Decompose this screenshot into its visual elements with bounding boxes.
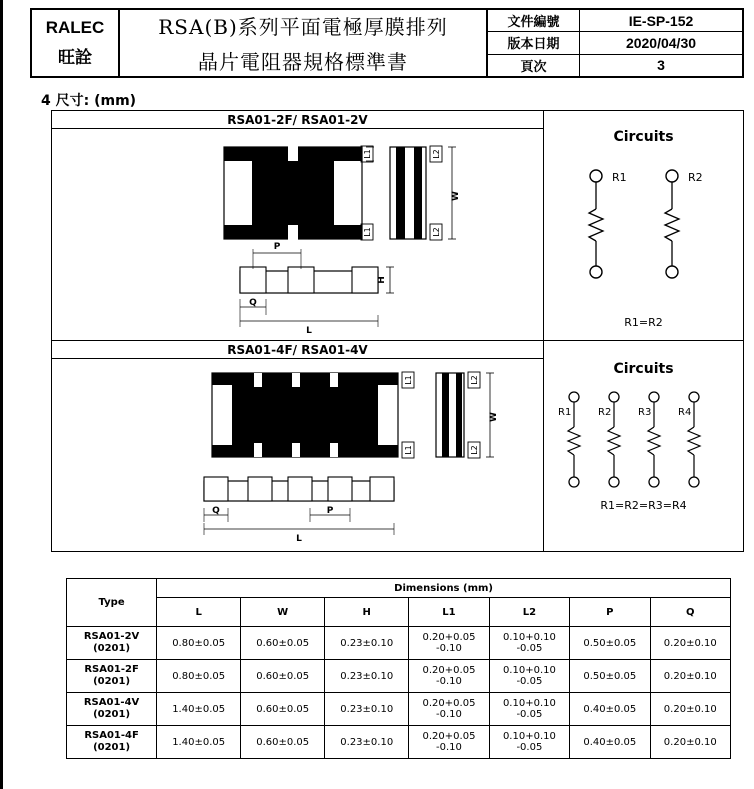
type-line-1: RSA01-2F [84,663,139,675]
meta-row-revision-date [488,32,742,54]
header-col-H: H [325,598,409,627]
section-title: 4 尺寸: (mm) [41,93,137,109]
cell-W: 0.60±0.05 [241,726,325,759]
svg-text:H: H [377,276,387,284]
header-col-W: W [241,598,325,627]
svg-text:Q: Q [249,298,257,308]
document-title [120,10,488,76]
type-line-2: (0201) [93,643,131,654]
cell-Q: 0.20±0.10 [650,693,730,726]
svg-text:Q: Q [212,506,220,516]
dimensions-table [66,578,731,759]
dimension-drawings-box [51,110,744,552]
cell-L1-bottom: -0.10 [436,676,462,687]
cell-type [67,660,157,693]
cell-L2-top: 0.10+0.10 [502,664,556,676]
drawing-rsa01-4 [52,341,543,551]
svg-text:L: L [306,326,312,336]
type-line-2: (0201) [93,742,131,753]
cell-Q: 0.20±0.10 [650,726,730,759]
cell-W: 0.60±0.05 [241,660,325,693]
svg-text:R1: R1 [558,407,572,418]
cell-W: 0.60±0.05 [241,693,325,726]
cell-P: 0.40±0.05 [570,726,650,759]
svg-text:L1: L1 [404,375,413,385]
cell-L2 [489,627,569,660]
svg-text:R2: R2 [598,407,612,418]
table-row [67,627,731,660]
cell-W: 0.60±0.05 [241,627,325,660]
header-col-L1: L1 [409,598,489,627]
svg-text:R3: R3 [638,407,652,418]
circuit-diagram-2 [544,111,743,341]
header-type: Type [67,579,157,627]
circuit-svg-2 [544,151,744,341]
cell-L: 0.80±0.05 [157,660,241,693]
drawing-svg-2 [52,129,543,340]
meta-label-page-number: 頁次 [488,55,580,76]
table-header-row-group [67,579,731,598]
table-row [67,726,731,759]
cell-L1 [409,726,489,759]
drawing-caption-2: RSA01-2F/ RSA01-2V [52,111,543,129]
cell-L: 1.40±0.05 [157,726,241,759]
cell-type [67,693,157,726]
cell-L2-top: 0.10+0.10 [502,730,556,742]
cell-type [67,627,157,660]
svg-text:L1: L1 [363,149,372,159]
cell-L2 [489,693,569,726]
svg-text:L: L [296,534,302,544]
table-row [67,660,731,693]
cell-H: 0.23±0.10 [325,627,409,660]
header-col-P: P [570,598,650,627]
cell-L1 [409,660,489,693]
header-dimensions-group: Dimensions (mm) [157,579,731,598]
cell-L2 [489,660,569,693]
svg-text:R4: R4 [678,407,692,418]
drawing-svg-4 [52,359,543,551]
meta-value-revision-date: 2020/04/30 [625,34,697,51]
cell-type [67,726,157,759]
circuit-title-4: Circuits [613,361,674,377]
meta-value-page-number: 3 [657,57,665,74]
cell-P: 0.50±0.05 [570,627,650,660]
drawings-column [52,111,544,551]
type-line-1: RSA01-4F [84,729,139,741]
cell-L2-bottom: -0.05 [516,742,543,753]
cell-Q: 0.20±0.10 [650,627,730,660]
title-line-2: 晶片電阻器規格標準書 [198,50,408,74]
svg-text:W: W [451,191,461,201]
circuit-diagram-4 [544,341,743,551]
cell-L1-top: 0.20+0.05 [422,697,476,709]
circuit-equation-2: R1=R2 [624,316,663,329]
drawing-caption-4: RSA01-4F/ RSA01-4V [52,341,543,359]
cell-L1-top: 0.20+0.05 [422,730,476,742]
cell-L1-bottom: -0.10 [436,709,462,720]
cell-L1-top: 0.20+0.05 [422,631,476,643]
cell-Q: 0.20±0.10 [650,660,730,693]
cell-L2-bottom: -0.05 [516,676,543,687]
svg-text:L2: L2 [432,227,441,237]
circuits-column [544,111,743,551]
table-header-row-columns [67,598,731,627]
svg-text:R2: R2 [688,171,703,184]
circuit-equation-4: R1=R2=R3=R4 [600,499,687,512]
cell-L1-top: 0.20+0.05 [422,664,476,676]
cell-L1-bottom: -0.10 [436,742,462,753]
cell-L2-top: 0.10+0.10 [502,631,556,643]
cell-P: 0.40±0.05 [570,693,650,726]
company-logo [32,10,120,76]
svg-text:P: P [326,506,334,516]
type-line-2: (0201) [93,709,131,720]
svg-text:W: W [489,412,499,422]
cell-H: 0.23±0.10 [325,660,409,693]
cell-L1 [409,693,489,726]
drawing-canvas-4 [52,359,543,551]
drawing-rsa01-2 [52,111,543,341]
svg-text:P: P [273,242,281,252]
meta-label-doc-number: 文件編號 [488,10,580,31]
cell-L1 [409,627,489,660]
svg-text:L2: L2 [470,445,479,455]
type-line-1: RSA01-4V [83,696,140,708]
cell-H: 0.23±0.10 [325,726,409,759]
cell-L: 0.80±0.05 [157,627,241,660]
cell-L1-bottom: -0.10 [436,643,462,654]
document-header [30,8,744,78]
svg-text:L1: L1 [404,445,413,455]
svg-text:R1: R1 [612,171,627,184]
table-row [67,693,731,726]
svg-text:L2: L2 [470,375,479,385]
header-col-L: L [157,598,241,627]
cell-L2 [489,726,569,759]
cell-P: 0.50±0.05 [570,660,650,693]
meta-value-doc-number: IE-SP-152 [628,12,694,29]
svg-text:L2: L2 [432,149,441,159]
type-line-1: RSA01-2V [83,630,140,642]
logo-text-zh: 旺詮 [58,48,92,68]
circuit-title-2: Circuits [613,129,674,145]
type-line-2: (0201) [93,676,131,687]
meta-row-doc-number [488,10,742,32]
title-line-1: RSA(B)系列平面電極厚膜排列 [158,15,448,39]
cell-L2-top: 0.10+0.10 [502,697,556,709]
header-col-L2: L2 [489,598,569,627]
cell-H: 0.23±0.10 [325,693,409,726]
meta-label-revision-date: 版本日期 [488,32,580,53]
cell-L: 1.40±0.05 [157,693,241,726]
logo-text-en: RALEC [45,18,105,37]
header-col-Q: Q [650,598,730,627]
svg-text:L1: L1 [363,227,372,237]
cell-L2-bottom: -0.05 [516,709,543,720]
cell-L2-bottom: -0.05 [516,643,543,654]
meta-row-page-number [488,55,742,76]
document-meta [488,10,742,76]
drawing-canvas-2 [52,129,543,340]
